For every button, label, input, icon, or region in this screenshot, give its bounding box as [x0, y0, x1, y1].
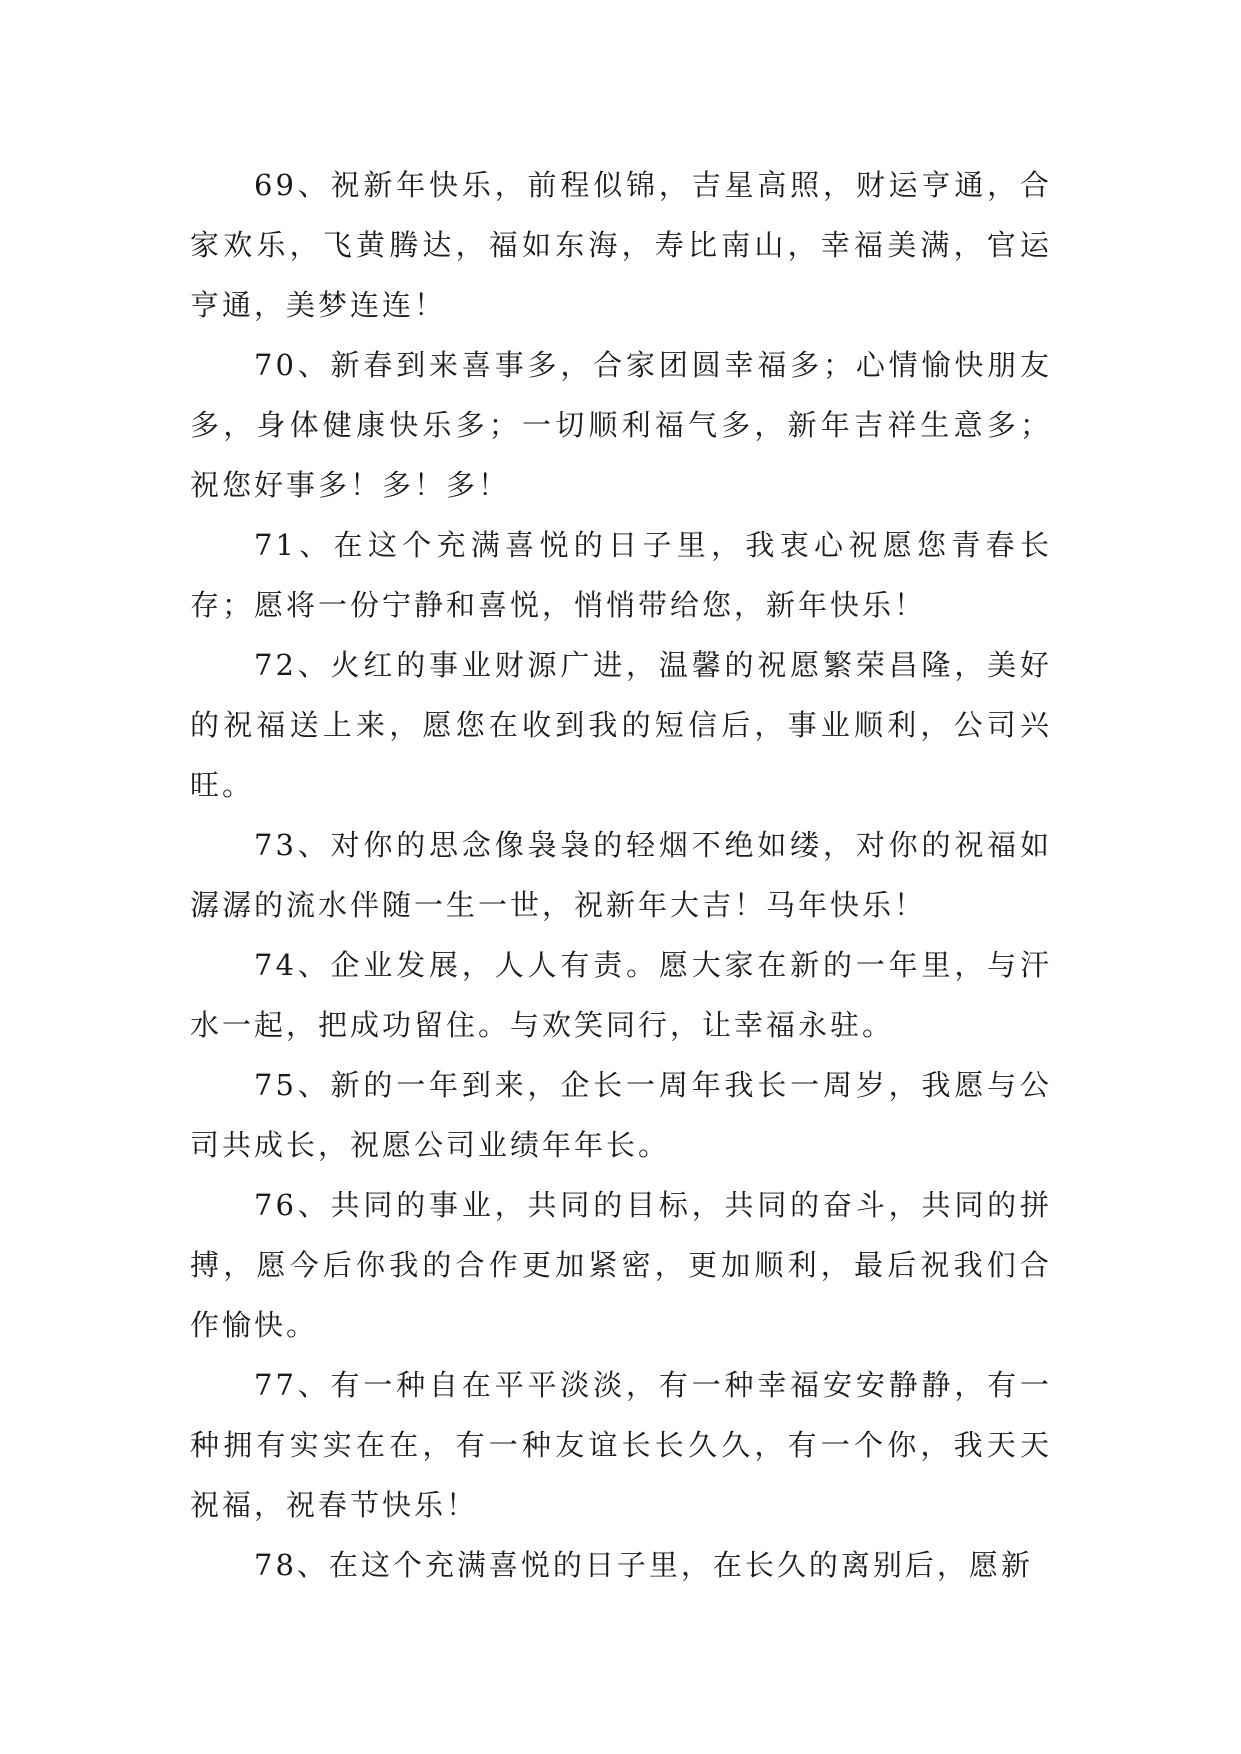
paragraph-72: 72、火红的事业财源广进，温馨的祝愿繁荣昌隆，美好的祝福送上来，愿您在收到我的短信后，事业顺利，公司兴旺。 — [190, 648, 1052, 802]
paragraph-71: 71、在这个充满喜悦的日子里，我衷心祝愿您青春长存；愿将一份宁静和喜悦，悄悄带给您，新年快乐！ — [190, 528, 1052, 622]
paragraph-78: 78、在这个充满喜悦的日子里，在长久的离别后，愿新 — [254, 1548, 1033, 1582]
paragraph-76: 76、共同的事业，共同的目标，共同的奋斗，共同的拼搏，愿今后你我的合作更加紧密，更加顺利，最后祝我们合作愉快。 — [190, 1188, 1052, 1342]
document-body — [190, 155, 1052, 1595]
paragraph-74: 74、企业发展，人人有责。愿大家在新的一年里，与汗水一起，把成功留住。与欢笑同行，让幸福永驻。 — [190, 948, 1052, 1042]
paragraph-73: 73、对你的思念像袅袅的轻烟不绝如缕，对你的祝福如潺潺的流水伴随一生一世，祝新年大吉！马年快乐！ — [190, 828, 1052, 922]
paragraph-69: 69、祝新年快乐，前程似锦，吉星高照，财运亨通，合家欢乐，飞黄腾达，福如东海，寿比南山，幸福美满，官运亨通，美梦连连！ — [190, 168, 1052, 322]
paragraph-70: 70、新春到来喜事多，合家团圆幸福多；心情愉快朋友多，身体健康快乐多；一切顺利福气多，新年吉祥生意多；祝您好事多！多！多！ — [190, 348, 1052, 502]
paragraph-75: 75、新的一年到来，企长一周年我长一周岁，我愿与公司共成长，祝愿公司业绩年年长。 — [190, 1068, 1052, 1162]
paragraph-77: 77、有一种自在平平淡淡，有一种幸福安安静静，有一种拥有实实在在，有一种友谊长长久久，有一个你，我天天祝福，祝春节快乐！ — [190, 1368, 1052, 1522]
